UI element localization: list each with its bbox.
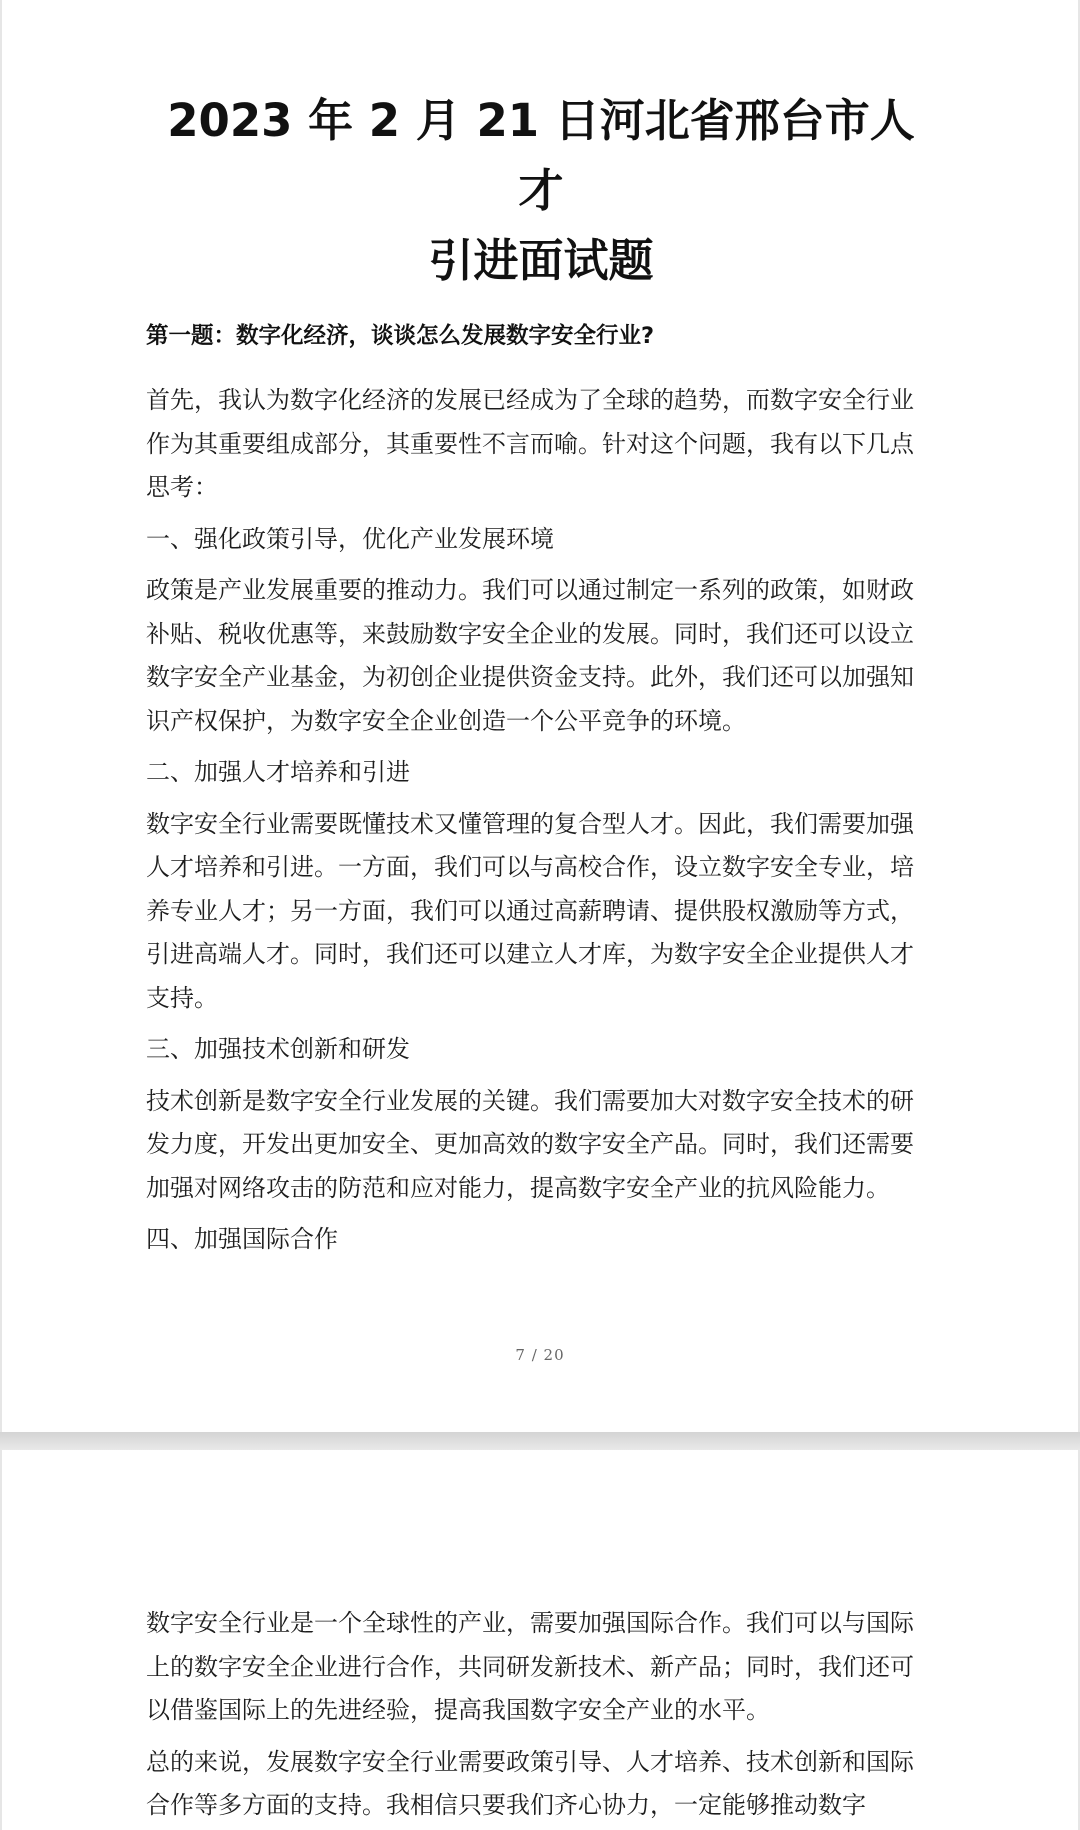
section-heading-2: 二、加强人才培养和引进 xyxy=(146,758,410,786)
section-body-1: 政策是产业发展重要的推动力。我们可以通过制定一系列的政策，如财政补贴、税收优惠等，来鼓励数字安全企业的发展。同时，我们还可以设立数字安全产业基金，为初创企业提供资金支持。此外，我们还可以加强知识产权保护，为数字安全企业创造一个公平竞争的环境。 xyxy=(146,576,914,735)
page-total: 20 xyxy=(543,1346,565,1364)
intro-paragraph: 首先，我认为数字化经济的发展已经成为了全球的趋势，而数字安全行业作为其重要组成部分，其重要性不言而喻。针对这个问题，我有以下几点思考： xyxy=(146,386,914,501)
title-line-2: 引进面试题 xyxy=(428,234,654,287)
page-content xyxy=(146,1602,936,1830)
page-separator: / xyxy=(531,1346,538,1364)
title-line-1: 2023 年 2 月 21 日河北省邢台市人才 xyxy=(167,94,915,217)
question-heading: 第一题：数字化经济，谈谈怎么发展数字安全行业? xyxy=(146,323,655,349)
section-body-3: 技术创新是数字安全行业发展的关键。我们需要加大对数字安全技术的研发力度，开发出更加安全、更加高效的数字安全产品。同时，我们还需要加强对网络攻击的防范和应对能力，提高数字安全产业的抗风险能力。 xyxy=(146,1086,914,1202)
section-body-2: 数字安全行业需要既懂技术又懂管理的复合型人才。因此，我们需要加强人才培养和引进。一方面，我们可以与高校合作，设立数字安全专业，培养专业人才；另一方面，我们可以通过高薪聘请、提供股权激励等方式，引进高端人才。同时，我们还可以建立人才库，为数字安全企业提供人才支持。 xyxy=(146,809,914,1012)
page-divider xyxy=(0,1432,1080,1450)
page-current: 7 xyxy=(515,1346,526,1364)
document-page-8 xyxy=(2,1450,1078,1830)
conclusion-paragraph: 总的来说，发展数字安全行业需要政策引导、人才培养、技术创新和国际合作等多方面的支持。我相信只要我们齐心协力，一定能够推动数字 xyxy=(146,1747,914,1819)
page-number xyxy=(2,1346,1078,1364)
document-page-7 xyxy=(2,0,1078,1432)
section-heading-1: 一、强化政策引导，优化产业发展环境 xyxy=(146,524,554,553)
section-heading-4: 四、加强国际合作 xyxy=(146,1225,338,1253)
document-title xyxy=(146,86,936,296)
page-content xyxy=(146,86,936,1270)
section-heading-3: 三、加强技术创新和研发 xyxy=(146,1035,410,1063)
section-body-4: 数字安全行业是一个全球性的产业，需要加强国际合作。我们可以与国际上的数字安全企业进行合作，共同研发新技术、新产品；同时，我们还可以借鉴国际上的先进经验，提高我国数字安全产业的水平。 xyxy=(146,1609,914,1724)
